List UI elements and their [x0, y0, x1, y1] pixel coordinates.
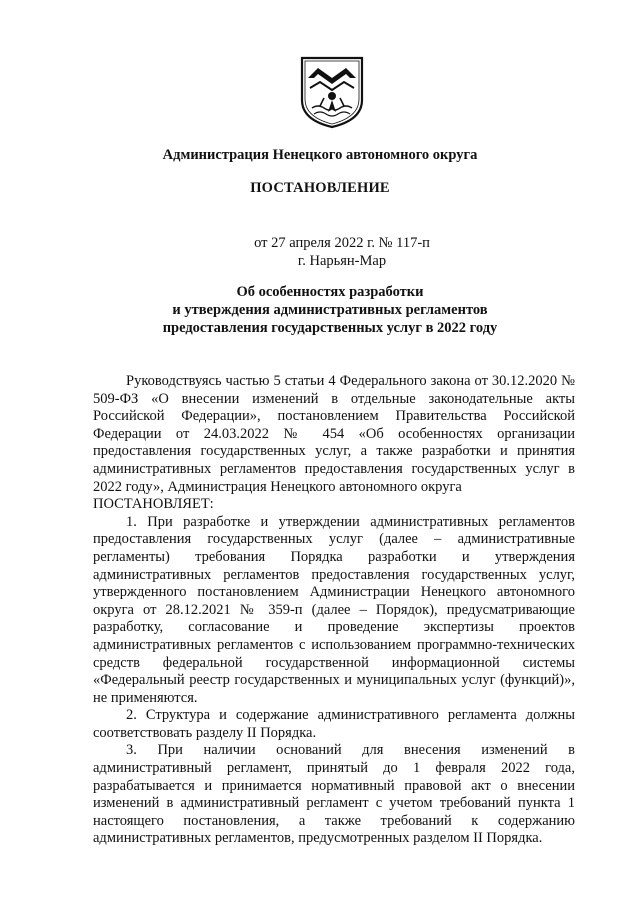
- title-line-3: предоставления государственных услуг в 2022 году: [162, 320, 498, 336]
- decree-word: ПОСТАНОВЛЯЕТ:: [93, 496, 214, 513]
- item-3-paragraph: 3. При наличии оснований для внесения изменений в административный регламент, принятый до 1 февраля 2022 года, разрабатывается и принимается нормативный правовой акт о внесении изменений в административный регламент с учетом требований пункта 1 настоящего постановления, а также требований к содержанию административных регламентов, предусмотренных разделом II Порядка.: [93, 742, 575, 847]
- organization-name: Администрация Ненецкого автономного округа: [162, 147, 478, 163]
- document-date-number: от 27 апреля 2022 г. № 117-п: [254, 235, 430, 251]
- date-block: [232, 234, 452, 270]
- document-place: г. Нарьян-Мар: [297, 253, 387, 269]
- item-1-paragraph: 1. При разработке и утверждении административных регламентов предоставления государственных услуг (далее – административные регламенты) требования Порядка разработки и утверждения административных регламентов предоставления государственных услуг, утвержденного постановлением Администрации Ненецкого автономного округа от 28.12.2021 № 359-п (далее – Порядок), предусматривающие разработку, согласование и проведение экспертизы проектов административных регламентов с использованием программно-технических средств федеральной государственной информационной системы «Федеральный реестр государственных и муниципальных услуг (функций)», не применяются.: [93, 513, 575, 706]
- item-2-paragraph: 2. Структура и содержание административного регламента должны соответствовать разделу II Порядка.: [93, 707, 575, 741]
- title-line-1: Об особенностях разработки: [236, 284, 424, 300]
- title-line-2: и утверждения административных регламентов: [172, 302, 488, 318]
- coat-of-arms-emblem: [298, 54, 366, 130]
- document-body: [93, 373, 575, 848]
- document-type: ПОСТАНОВЛЕНИЕ: [250, 180, 390, 196]
- document-title: [90, 283, 570, 337]
- preamble-paragraph: Руководствуясь частью 5 статьи 4 Федерального закона от 30.12.2020 № 509-ФЗ «О внесении изменений в отдельные законодательные акты Российской Федерации», постановлением Правительства Российской Федерации от 24.03.2022 № 454 «Об особенностях организации предоставления государственных услуг, а также разработки и принятия административных регламентов предоставления государственных услуг в 2022 году», Администрация Ненецкого автономного округа: [93, 373, 575, 495]
